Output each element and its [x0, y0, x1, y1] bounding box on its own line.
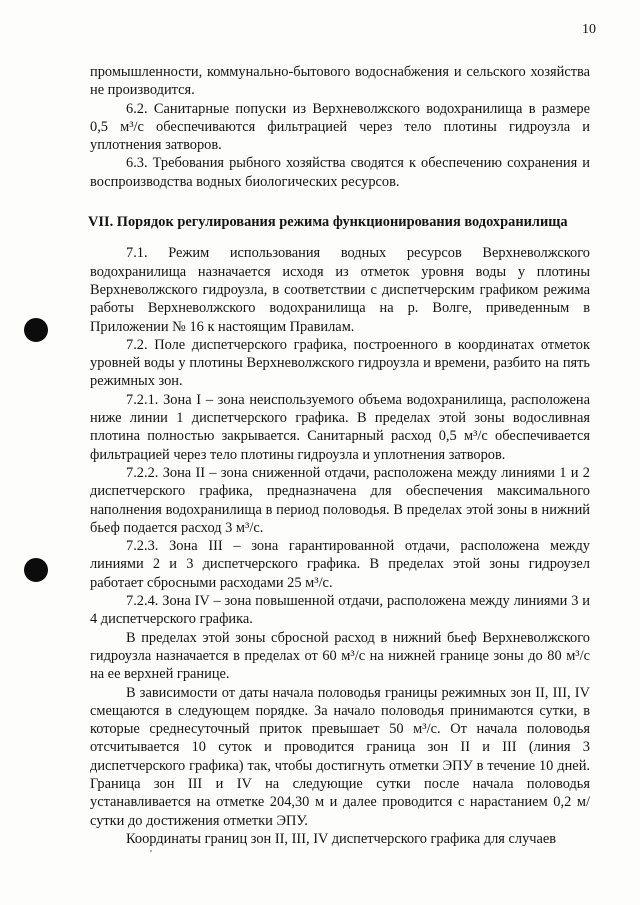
paragraph: 7.1. Режим использования водных ресурсов Верхневолжского водохранилища назначается исходя из отметок уровня воды у плотины Верхневолжского гидроузла, в соответствии с диспетчерским графиком режима работы Верхневолжского водохранилища на р. Волге, приведенным в Приложении № 16 к настоящим Правилам.: [90, 245, 590, 335]
binder-hole-top: [24, 318, 48, 342]
paragraph: промышленности, коммунально-бытового водоснабжения и сельского хозяйства не производится.: [90, 64, 590, 99]
paragraph: В зависимости от даты начала половодья границы режимных зон II, III, IV смещаются в следующем порядке. За начало половодья принимаются сутки, в которые среднесуточный приток превышает 50 м³/с. От начала половодья отсчитывается 10 суток и проводится граница зон II и III (линия 3 диспетчерского графика) так, чтобы достигнуть отметки ЭПУ в течение 10 дней. Граница зон III и IV на следующие сутки после начала половодья устанавливается на отметке 204,30 м и далее проводится с нарастанием 0,2 м/сутки до достижения отметки ЭПУ.: [90, 684, 590, 829]
paragraph: Координаты границ зон II, III, IV диспетчерского графика для случаев: [126, 830, 557, 847]
paragraphs-before-heading: [90, 63, 590, 191]
scan-speck: [150, 850, 152, 852]
paragraph: 6.2. Санитарные попуски из Верхневолжского водохранилища в размере 0,5 м³/с обеспечиваются фильтрацией через тело плотины гидроузла и уплотнения затворов.: [90, 100, 590, 154]
paragraph: 7.2. Поле диспетчерского графика, построенного в координатах отметок уровней воды у плотины Верхневолжского гидроузла и времени, разбито на пять режимных зон.: [90, 336, 590, 390]
paragraphs-after-heading: [90, 244, 590, 848]
paragraph: 6.3. Требования рыбного хозяйства сводятся к обеспечению сохранения и воспроизводства водных биологических ресурсов.: [90, 155, 590, 190]
paragraph: 7.2.3. Зона III – зона гарантированной отдачи, расположена между линиями 2 и 3 диспетчерского графика. В пределах этой зоны гидроузел работает сбросными расходами 25 м³/с.: [90, 538, 590, 591]
paragraph: В пределах этой зоны сбросной расход в нижний бьеф Верхневолжского гидроузла назначается в пределах от 60 м³/с на нижней границе зоны до 80 м³/с на ее верхней границе.: [90, 629, 590, 683]
paragraph: 7.2.2. Зона II – зона сниженной отдачи, расположена между линиями 1 и 2 диспетчерского графика, предназначена для обеспечения максимального наполнения водохранилища в период половодья. В пределах этой зоны в нижний бьеф подается расход 3 м³/с.: [90, 464, 590, 536]
page-number: 10: [582, 22, 596, 37]
paragraph: 7.2.1. Зона I – зона неиспользуемого объема водохранилища, расположена ниже линии 1 диспетчерского графика. В пределах этой зоны водосливная плотина полностью закрывается. Санитарный расход 0,5 м³/с обеспечивается фильтрацией через тело плотины гидроузла и уплотнения затворов.: [90, 391, 590, 463]
binder-hole-bottom: [24, 558, 48, 582]
section-heading: VII. Порядок регулирования режима функционирования водохранилища: [88, 214, 568, 231]
paragraph: 7.2.4. Зона IV – зона повышенной отдачи, расположена между линиями 3 и 4 диспетчерского графика.: [90, 593, 590, 628]
document-body: [90, 63, 590, 848]
